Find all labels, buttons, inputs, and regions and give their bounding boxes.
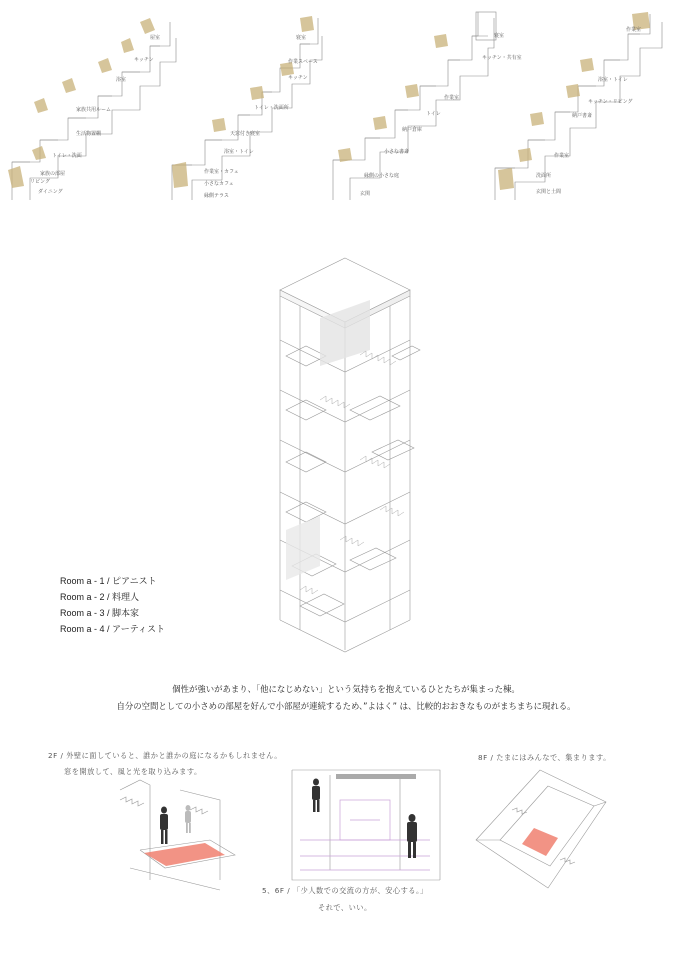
section-label: 作業室 — [626, 27, 642, 33]
caption-middle-line-2: それで、いい。 — [318, 903, 372, 912]
section-label: 浴室・トイレ — [224, 149, 254, 155]
section-label: 作業室・カフェ — [204, 169, 239, 175]
section-label: トイレ・洗面所 — [254, 105, 289, 111]
section-label: キッチン・共有室 — [482, 55, 522, 61]
caption-left-line-2: 窓を開放して、風と光を取り込みます。 — [64, 767, 202, 776]
room-item: Room a - 3 / 脚本家 — [60, 608, 140, 618]
section-label: 縁側テラス — [204, 193, 229, 199]
section-label: 納戸倉庫 — [402, 127, 423, 133]
room-item: Room a - 4 / アーティスト — [60, 624, 166, 634]
section-label: 納戸書斎 — [572, 113, 593, 119]
section-label: キッチン・リビング — [588, 99, 633, 105]
caption-left-line-1: 2F / 外壁に面していると、誰かと誰かの庭になるかもしれません。 — [48, 751, 282, 760]
room-item: Room a - 1 / ピアニスト — [60, 576, 157, 586]
section-label: 家族共用ルーム — [76, 107, 112, 113]
section-label: 屋室 — [150, 35, 161, 41]
section-label: 洗面所 — [536, 173, 552, 179]
section-label: キッチン — [288, 75, 308, 81]
section-label: 玄関 — [360, 191, 371, 197]
section-label: トイレ — [426, 111, 441, 117]
section-label: 浴室・トイレ — [598, 77, 628, 83]
section-label: 作業スペース — [288, 59, 318, 65]
section-label: 作業室 — [554, 153, 570, 159]
section-label: 玄関と土間 — [536, 189, 562, 195]
section-label: 小さな書斎 — [384, 149, 410, 155]
section-label: 生活物置棚 — [76, 131, 102, 137]
section-label: ダイニング — [38, 189, 63, 195]
section-label: 家族の部屋 — [40, 171, 66, 177]
description-line-2: 自分の空間としての小さめの部屋を好んで小部屋が連続するため、”よはく” は、比較的おおきなものがまちまちに現れる。 — [116, 701, 576, 711]
caption-right-line-1: 8F / たまにはみんなで、集まります。 — [478, 753, 611, 762]
section-label: 作業室 — [444, 95, 460, 101]
section-label: トイレ・洗面 — [52, 153, 82, 159]
section-label: リビング — [30, 179, 50, 185]
section-label: キッチン — [134, 57, 154, 63]
caption-middle-line-1: 5、6F / 「少人数での交流の方が、安心する。」 — [262, 886, 428, 895]
section-label: 寝室 — [296, 35, 307, 41]
section-label: 小さなカフェ — [204, 181, 234, 187]
section-label: 寝室 — [494, 33, 505, 39]
section-label: 浴室 — [116, 77, 127, 83]
description-line-1: 個性が強いがあまり、「他になじめない」という気持ちを抱えているひとたちが集まった棟。 — [172, 684, 520, 694]
section-label: 縁側の小さな庭 — [364, 173, 400, 179]
room-item: Room a - 2 / 料理人 — [60, 592, 140, 602]
section-label: 天窓付き寝室 — [230, 131, 261, 137]
